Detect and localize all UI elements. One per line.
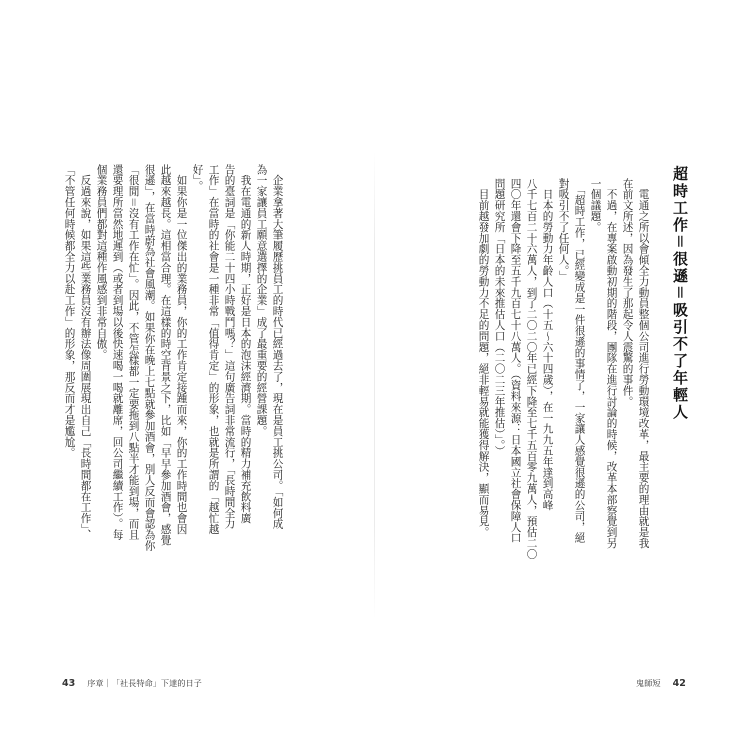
text-line: 我在電通的新人時期，正好是日本的泡沫經濟期。當時的精力補充飲料廣	[239, 164, 252, 524]
text-line: 對吸引不了任何人。」	[557, 178, 570, 282]
text-line: 「很閒＝沒有工作在忙」。因此，不管怎樣都一定要拖到八點半才能到場，而且	[127, 164, 140, 541]
text-line: 反過來說，如果這些業務員沒有辦法像周圍展現出自己「長時間都在工作」、	[79, 164, 92, 541]
text-line: 一個議題。	[589, 178, 602, 233]
text-line: 企業拿著大筆履歷挑員工的時代已經過去了，現在是員工挑公司。「如何成	[271, 164, 284, 530]
gutter	[374, 150, 375, 620]
text-line: 不過，在專案啟動初期的階段，團隊在進行討論的時候，改革本部察覺到另	[605, 178, 618, 549]
text-line: 還要理所當然地遲到（或者到場以後快速喝一喝就離席，回公司繼續工作）。每	[111, 164, 124, 541]
text-line: 告的臺詞是「你能二十四小時戰鬥嗎？」這句廣告詞非常流行，「長時間全力	[223, 164, 236, 530]
text-line: 電通之所以會傾全力動員整個公司進行勞動環境改革，最主要的理由就是我	[637, 178, 650, 549]
text-line: 日本的勞動力年齡人口（十五～六十四歲），在一九九五年達到高峰	[541, 178, 554, 511]
text-line: 問題研究所「日本的未來推估人口（二〇二三年推估）」。）	[493, 178, 506, 457]
left-footer	[62, 678, 202, 689]
text-line: 很遜」，在當時蔚為社會風潮。如果你在晚上七點就參加酒會，別人反而會認為你	[143, 164, 156, 552]
text-line: 好」。	[191, 164, 204, 192]
running-header: 序章｜「社長特命」下達的日子	[87, 678, 202, 688]
text-line: 在前文所述，因為發生了那起令人震驚的事件。	[621, 178, 634, 407]
right-footer	[636, 678, 686, 689]
text-line: 個業務員們都對這種作風感到非常自傲。	[95, 164, 108, 361]
page-number: 43	[62, 678, 76, 689]
text-line: 四〇年還會下降至五千九百七十八萬人。（資料來源：日本國立社會保障人口	[509, 178, 522, 544]
text-line: 此越來越長。這相當合理。在這樣的時空背景之下，比如「早早參加酒會，感覺	[159, 164, 172, 546]
text-line: 「不管任何時候都全力以赴工作」的形象，那反而才是尷尬。	[63, 164, 76, 459]
text-line: 為一家讓員工願意選擇的企業」成了最重要的經營課題。	[255, 164, 268, 437]
text-line: 如果你是一位傑出的業務員，你的工作肯定接踵而來，你的工作時間也會因	[175, 164, 188, 535]
text-line: 「超時工作，已經變成是一件很遜的事情了，一家讓人感覺很遜的公司，絕	[573, 178, 586, 544]
section-title: 超時工作＝很遜＝吸引不了年輕人	[671, 166, 689, 421]
page-number: 42	[672, 678, 686, 689]
text-line: 目前越發加劇的勞動力不足的問題，絕非輕易就能獲得解決，顯而易見。	[477, 178, 490, 538]
text-line: 八千七百二十六萬人，到了二〇二〇年已經下降至七千五百零九萬人，預估二〇	[525, 178, 538, 560]
running-header: 鬼師短	[636, 678, 661, 688]
text-line: 工作」在當時的社會是一種非常「值得肯定」的形象，也就是所謂的「越忙越	[207, 164, 220, 535]
